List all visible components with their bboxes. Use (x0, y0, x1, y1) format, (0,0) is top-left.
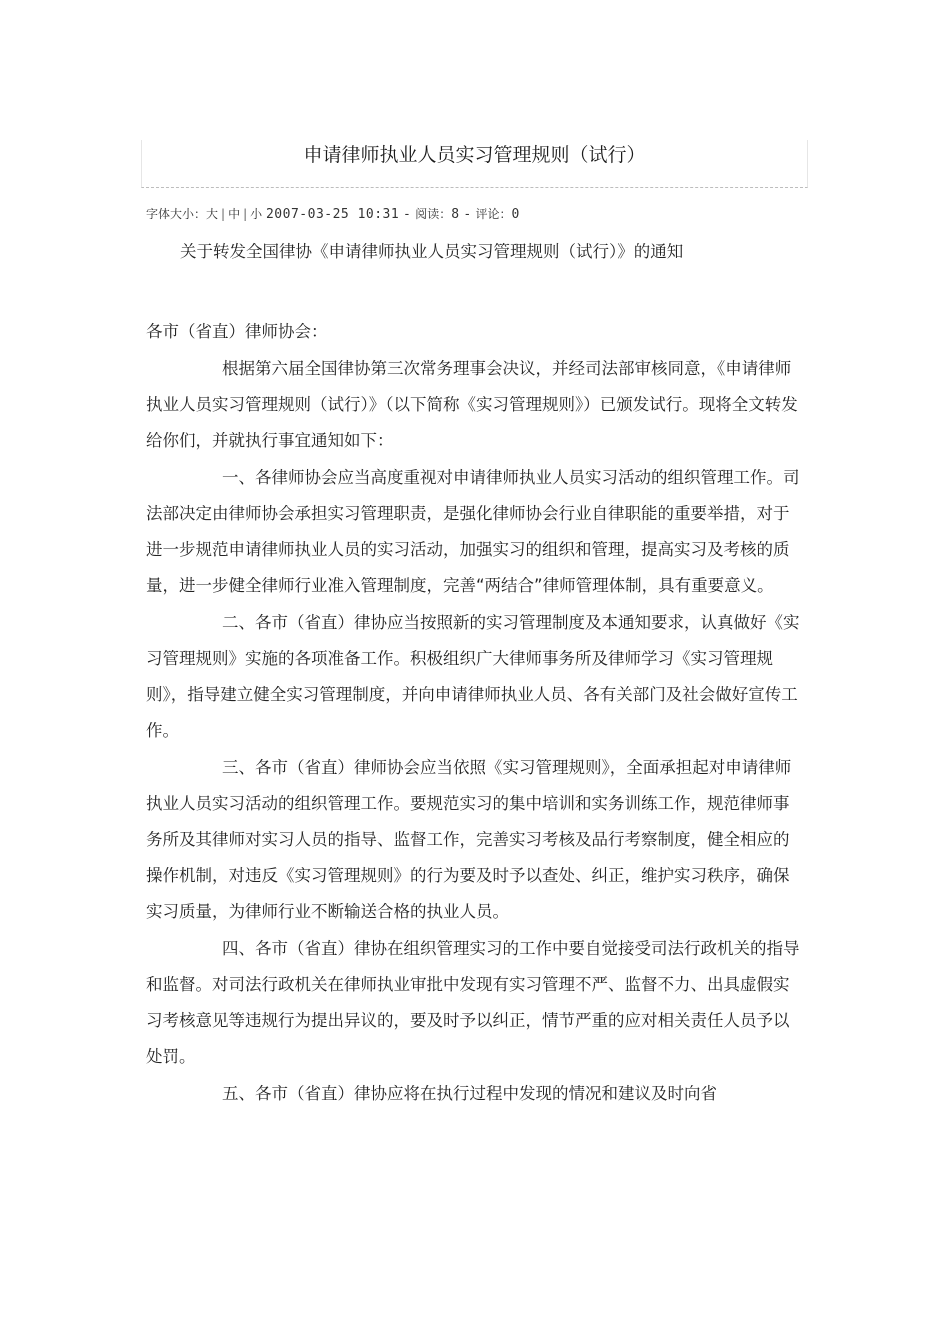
paragraph: 一、各律师协会应当高度重视对申请律师执业人员实习活动的组织管理工作。司法部决定由律师协会承担实习管理职责，是强化律师协会行业自律职能的重要举措，对于进一步规范申请律师执业人员的实习活动，加强实习的组织和管理，提高实习及考核的质量，进一步健全律师行业准入管理制度，完善“两结合”律师管理体制，具有重要意义。 (146, 468, 800, 595)
publish-datetime: 2007-03-25 10:31 (265, 207, 400, 222)
addressee: 各市（省直）律师协会： (146, 322, 328, 341)
meta-dash: - (403, 207, 412, 222)
paragraph: 五、各市（省直）律协应将在执行过程中发现的情况和建议及时向省 (222, 1084, 717, 1103)
font-size-large-link[interactable]: 大 (206, 207, 219, 221)
paragraph: 二、各市（省直）律协应当按照新的实习管理制度及本通知要求，认真做好《实习管理规则》实施的各项准备工作。积极组织广大律师事务所及律师学习《实习管理规则》，指导建立健全实习管理制度，并向申请律师执业人员、各有关部门及社会做好宣传工作。 (146, 613, 800, 740)
article-meta (146, 205, 520, 224)
meta-dash: - (463, 207, 472, 222)
comments-count: 0 (511, 207, 520, 222)
paragraph: 四、各市（省直）律协在组织管理实习的工作中要自觉接受司法行政机关的指导和监督。对司法行政机关在律师执业审批中发现有实习管理不严、监督不力、出具虚假实习考核意见等违规行为提出异议的，要及时予以纠正，情节严重的应对相关责任人员予以处罚。 (146, 939, 800, 1066)
page-title: 申请律师执业人员实习管理规则（试行） (303, 144, 646, 166)
separator: | (221, 207, 226, 221)
comments-label: 评论： (475, 207, 512, 221)
notice-title: 关于转发全国律协《申请律师执业人员实习管理规则（试行）》的通知 (180, 242, 684, 261)
font-size-small-link[interactable]: 小 (250, 207, 263, 221)
paragraph: 三、各市（省直）律师协会应当依照《实习管理规则》，全面承担起对申请律师执业人员实习活动的组织管理工作。要规范实习的集中培训和实务训练工作，规范律师事务所及其律师对实习人员的指导、监督工作，完善实习考核及品行考察制度，健全相应的操作机制，对违反《实习管理规则》的行为要及时予以查处、纠正，维护实习秩序，确保实习质量，为律师行业不断输送合格的执业人员。 (146, 758, 792, 921)
separator: | (243, 207, 248, 221)
font-size-label: 字体大小： (146, 207, 207, 221)
title-box (141, 140, 808, 188)
paragraph: 根据第六届全国律协第三次常务理事会决议，并经司法部审核同意，《申请律师执业人员实习管理规则（试行）》（以下简称《实习管理规则》）已颁发试行。现将全文转发给你们，并就执行事宜通知如下： (146, 359, 798, 450)
article-body (146, 314, 804, 1112)
reads-label: 阅读： (415, 207, 452, 221)
font-size-medium-link[interactable]: 中 (228, 207, 241, 221)
reads-count: 8 (451, 207, 460, 222)
